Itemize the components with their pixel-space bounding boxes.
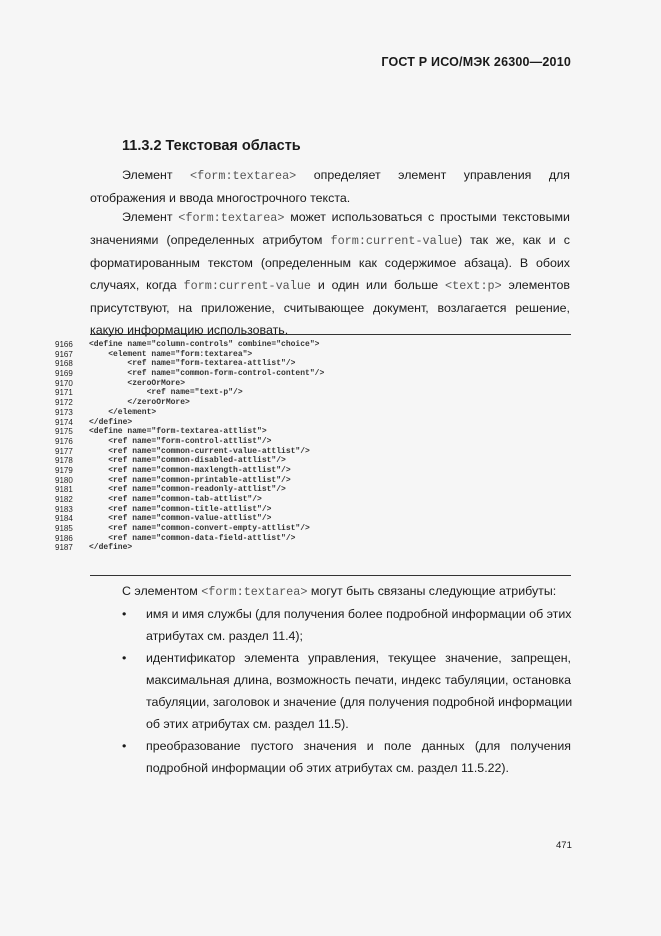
code-bottom-rule: [90, 575, 571, 576]
line-number: 9168: [55, 359, 73, 369]
code-line: [55, 495, 571, 505]
code-text: <ref name="form-textarea-attlist"/>: [89, 359, 296, 369]
line-number: 9180: [55, 475, 73, 485]
line-number: 9183: [55, 504, 73, 514]
line-number: 9177: [55, 446, 73, 456]
code-line: [55, 485, 571, 495]
code-line: [55, 437, 571, 447]
paragraph-line: присутствуют, на приложение, считывающее документ, возлагается решение,: [90, 301, 570, 315]
code-line: [55, 359, 571, 369]
code-line: [55, 379, 571, 389]
paragraph-line: случаях, когда form:current-value и один или больше <text:p> элементов: [90, 278, 570, 293]
code-text: <ref name="common-data-field-attlist"/>: [89, 533, 296, 543]
line-number: 9176: [55, 436, 73, 446]
code-text: <element name="form:textarea">: [89, 349, 253, 359]
line-number: 9187: [55, 543, 73, 553]
line-number: 9166: [55, 340, 73, 349]
paragraph-line: Элемент <form:textarea> определяет элемент управления для: [122, 168, 570, 183]
bullet-icon: •: [122, 739, 127, 753]
code-line: [55, 543, 571, 553]
code-line: [55, 369, 571, 379]
line-number: 9178: [55, 456, 73, 466]
line-number: 9181: [55, 485, 73, 495]
attributes-list: [90, 580, 571, 779]
code-line: [55, 456, 571, 466]
paragraph-line: какую информацию использовать.: [90, 323, 289, 337]
code-text: <ref name="common-title-attlist"/>: [89, 504, 272, 514]
code-line: [55, 340, 571, 350]
section-title: 11.3.2 Текстовая область: [122, 138, 301, 154]
code-text: <ref name="common-current-value-attlist"/>: [89, 446, 310, 456]
code-text: <ref name="common-value-attlist"/>: [89, 514, 272, 524]
code-line: [55, 505, 571, 515]
line-number: 9174: [55, 417, 73, 427]
code-text: <ref name="common-convert-empty-attlist"/>: [89, 524, 310, 534]
paragraph-line: значениями (определенных атрибутом form:current-value) так же, как и с: [90, 233, 570, 248]
line-number: 9169: [55, 369, 73, 379]
code-text: <define name="column-controls" combine="choice">: [89, 340, 320, 349]
code-text: </define>: [89, 543, 133, 553]
list-intro: С элементом <form:textarea> могут быть связаны следующие атрибуты:: [122, 584, 557, 599]
code-line: [55, 534, 571, 544]
code-line: [55, 350, 571, 360]
code-line: [55, 476, 571, 486]
paragraph-line: форматированным текстом (определенным как содержимое абзаца). В обоих: [90, 256, 570, 270]
document-header: ГОСТ Р ИСО/МЭК 26300—2010: [381, 55, 571, 69]
code-line: [55, 427, 571, 437]
paragraph-line: Элемент <form:textarea> может использоваться с простыми текстовыми: [122, 210, 570, 225]
line-number: 9175: [55, 427, 73, 437]
code-text: <ref name="common-tab-attlist"/>: [89, 495, 262, 504]
bullet-icon: •: [122, 651, 127, 665]
line-number: 9185: [55, 524, 73, 534]
code-text: </element>: [89, 407, 157, 417]
line-number: 9182: [55, 495, 73, 504]
code-text: <zeroOrMore>: [89, 378, 186, 388]
code-text: <ref name="common-readonly-attlist"/>: [89, 485, 286, 495]
code-text: <ref name="common-maxlength-attlist"/>: [89, 465, 291, 475]
line-number: 9171: [55, 388, 73, 398]
code-text: <ref name="common-printable-attlist"/>: [89, 475, 291, 485]
list-item: • имя и имя службы (для получения более подробной информации об этих атрибутах см. раздел 11.4);: [90, 603, 571, 647]
list-item: • преобразование пустого значения и поле данных (для получения подробной информации об этих атрибутах см. раздел 11.5.22).: [90, 735, 571, 779]
line-number: 9167: [55, 349, 73, 359]
code-text: <ref name="common-disabled-attlist"/>: [89, 456, 286, 466]
paragraph-2: [90, 206, 570, 341]
code-line: [55, 447, 571, 457]
code-text: <define name="form-textarea-attlist">: [89, 427, 267, 437]
paragraph-1: [90, 164, 570, 209]
code-top-rule: [90, 334, 571, 335]
page-number: 471: [556, 840, 572, 851]
code-line: [55, 398, 571, 408]
code-text: <ref name="common-form-control-content"/>: [89, 369, 325, 379]
code-line: [55, 418, 571, 428]
code-text: <ref name="text-p"/>: [89, 388, 243, 398]
code-text: </define>: [89, 417, 133, 427]
code-line: [55, 466, 571, 476]
line-number: 9172: [55, 398, 73, 408]
paragraph-line: отображения и ввода многострочного текста.: [90, 191, 351, 205]
list-item: • идентификатор элемента управления, текущее значение, запрещен, максимальная длина, возможность печати, индекс табуляции, остановка табуляции, заголовок и значение (для получения подробной информации об этих атрибутах см. раздел 11.5).: [90, 647, 571, 735]
code-line: [55, 524, 571, 534]
line-number: 9170: [55, 378, 73, 388]
code-text: </zeroOrMore>: [89, 398, 190, 408]
code-line: [55, 514, 571, 524]
code-line: [55, 408, 571, 418]
code-line: [55, 388, 571, 398]
line-number: 9184: [55, 514, 73, 524]
line-number: 9186: [55, 533, 73, 543]
code-text: <ref name="form-control-attlist"/>: [89, 436, 272, 446]
line-number: 9173: [55, 407, 73, 417]
code-listing: [55, 340, 571, 553]
bullet-icon: •: [122, 607, 127, 621]
line-number: 9179: [55, 465, 73, 475]
